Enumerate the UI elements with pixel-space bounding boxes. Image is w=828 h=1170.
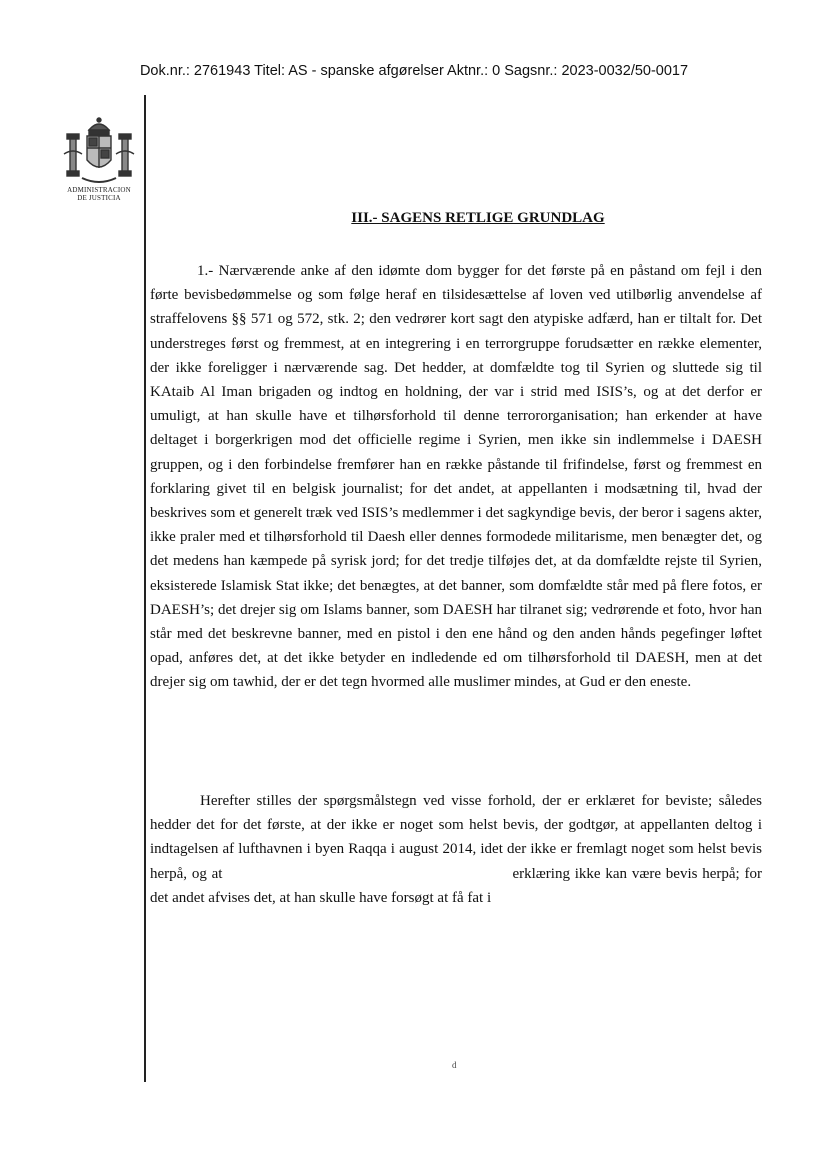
- paragraph-2-text-part2: erklæring ikke kan være bevis herpå; for det andet afvises det, at han skulle have forsøgt at få fat i: [150, 865, 763, 906]
- emblem-caption: [58, 186, 140, 202]
- paragraph-2: [150, 789, 762, 910]
- emblem-caption-line2: DE JUSTICIA: [77, 194, 121, 202]
- margin-rule: [144, 95, 146, 1082]
- paragraph-1: [150, 259, 762, 695]
- paragraph-1-text: 1.- Nærværende anke af den idømte dom bygger for det første på en påstand om fejl i den førte bevisbedømmelse og som følge heraf en tilsidesættelse af loven ved utilbørlig anvendelse af straffelovens §§ 571 og 572, stk. 2; den vedrører kort sagt den atypiske adfærd, han er tiltalt for. Det understreges først og fremmest, at en integrering i en terrorgruppe forudsætter en række elementer, der ikke foreligger i nærværende sag. Det hedder, at domfældte tog til Syrien og sluttede sig til KAtaib Al Iman brigaden og indtog en holdning, der var i strid med ISIS’s, og at det derfor er umuligt, at han skulle have et tilhørsforhold til denne terrororganisation; han erkender at have deltaget i borgerkrigen mod det officielle regime i Syrien, men ikke sin indlemmelse i DAESH gruppen, og i den forbindelse fremfører han en række påstande til frifindelse, først og fremmest en forklaring givet til en belgisk journalist; for det andet, at appellanten i modsætning til, hvad der beskrives som et generelt træk ved ISIS’s medlemmer i det sagkyndige bevis, der beror i sagens akter, ikke praler med et tilhørsforhold til Daesh eller dennes formodede militarisme, men benægter det, og det medens han kæmpede på syrisk jord; for det tredje tilføjes det, at da domfældte rejste til Syrien, eksisterede Islamisk Stat ikke; det benægtes, at det banner, som domfældte står med på flere fotos, er DAESH’s; det drejer sig om Islams banner, som DAESH har tilranet sig; vedrørende et foto, hvor han står med det beskrevne banner, med en pistol i den ene hånd og den anden hånds pegefinger løftet opad, anføres det, at det ikke betyder en indledende ed om tilhørsforhold til DAESH, men at det drejer sig om tawhid, der er det tegn hvormed alle muslimer mindes, at Gud er den eneste.: [150, 263, 762, 691]
- spanish-coat-of-arms-icon: [62, 116, 136, 188]
- emblem-caption-line1: ADMINISTRACION: [67, 186, 131, 194]
- page-mark: d: [452, 1060, 457, 1070]
- section-title: III.- SAGENS RETLIGE GRUNDLAG: [351, 210, 605, 226]
- paragraph-2-text-part1: Herefter stilles der spørgsmålstegn ved visse forhold, der er erklæret for beviste; således hedder det for det første, at der ikke er noget som helst bevis, der godtgør, at appellanten deltog i indtagelsen af lufthavnen i byen Raqqa i august 2014, idet der ikke er fremlagt noget som helst bevis herpå, og at: [150, 793, 762, 882]
- document-header: Dok.nr.: 2761943 Titel: AS - spanske afgørelser Aktnr.: 0 Sagsnr.: 2023-0032/50-0017: [139, 63, 689, 79]
